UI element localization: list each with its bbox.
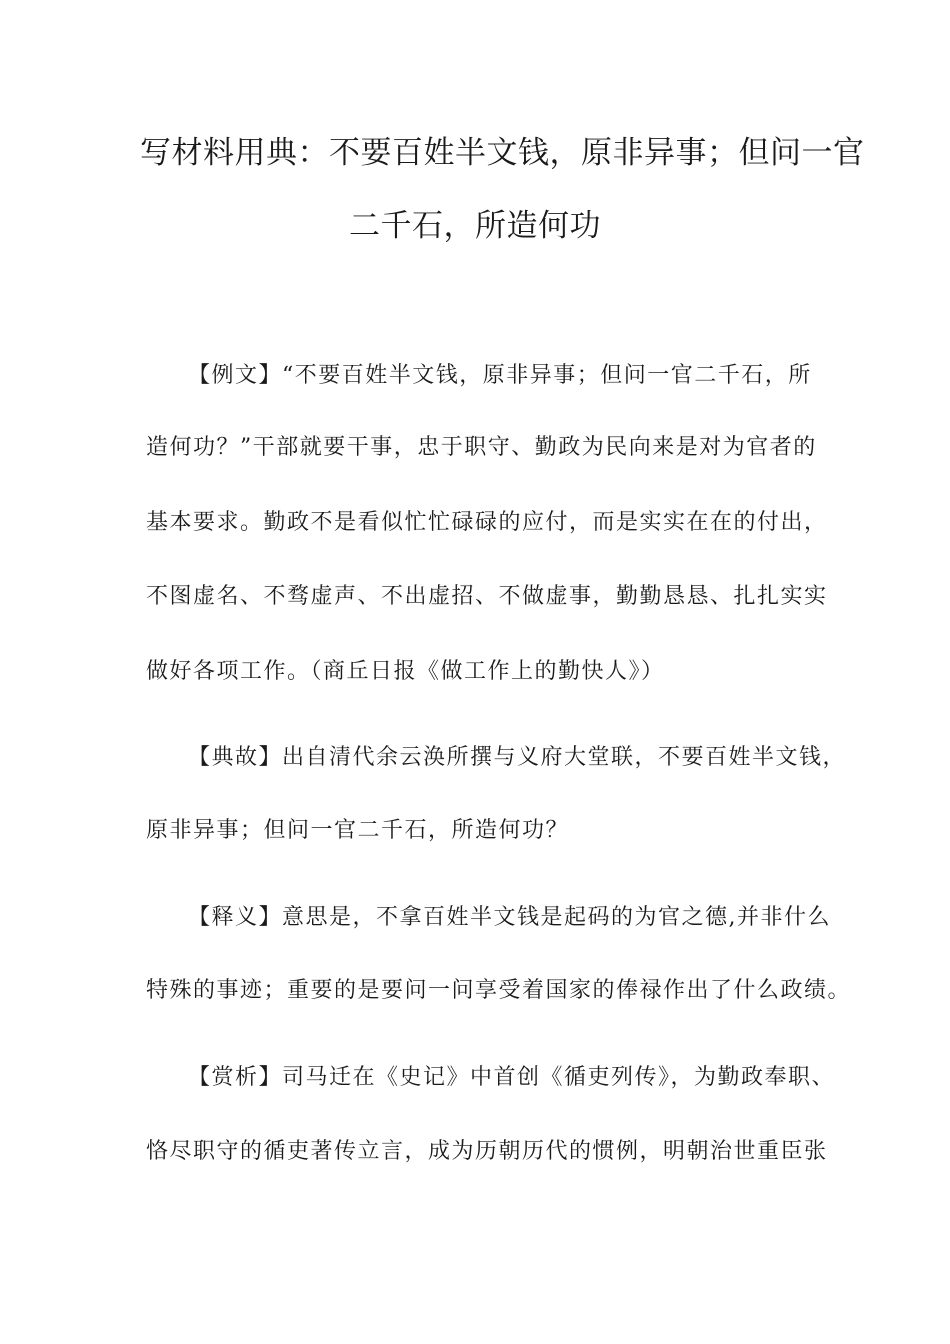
paragraph-allusion-line-2: 原非异事；但问一官二千石，所造何功？ <box>146 818 570 843</box>
section-tag-meaning: 【释义】 <box>188 905 283 930</box>
section-tag-analysis: 【赏析】 <box>188 1065 283 1090</box>
section-tag-example: 【例文】 <box>188 363 283 388</box>
paragraph-example-line-5: 做好各项工作。（商丘日报《做工作上的勤快人》） <box>146 659 665 684</box>
paragraph-analysis-line-2: 恪尽职守的循吏著传立言，成为历朝历代的惯例，明朝治世重臣张 <box>146 1139 828 1164</box>
paragraph-example-line-3: 基本要求。勤政不是看似忙忙碌碌的应付，而是实实在在的付出， <box>146 510 828 535</box>
section-tag-allusion: 【典故】 <box>188 745 283 770</box>
paragraph-meaning-line-2: 特殊的事迹；重要的是要问一问享受着国家的俸禄作出了什么政绩。 <box>146 978 852 1003</box>
paragraph-example-line-2: 造何功？”干部就要干事，忠于职守、勤政为民向来是对为官者的 <box>146 435 817 460</box>
paragraph-example-line-1 <box>188 361 812 391</box>
paragraph-allusion-line-1 <box>188 743 846 773</box>
paragraph-example-line-4: 不图虚名、不骛虚声、不出虚招、不做虚事，勤勤恳恳、扎扎实实 <box>146 584 828 609</box>
paragraph-text: 出自清代余云涣所撰与义府大堂联，不要百姓半文钱， <box>282 745 847 770</box>
paragraph-text: “不要百姓半文钱，原非异事；但问一官二千石，所 <box>282 363 812 388</box>
document-title-line-1: 写材料用典：不要百姓半文钱，原非异事；但问一官 <box>140 135 865 171</box>
document-title-line-2: 二千石，所造何功 <box>349 208 601 244</box>
paragraph-analysis-line-1 <box>188 1063 835 1093</box>
paragraph-meaning-line-1 <box>188 903 831 933</box>
paragraph-text: 意思是，不拿百姓半文钱是起码的为官之德,并非什么 <box>282 905 832 930</box>
paragraph-text: 司马迁在《史记》中首创《循吏列传》，为勤政奉职、 <box>282 1065 836 1090</box>
